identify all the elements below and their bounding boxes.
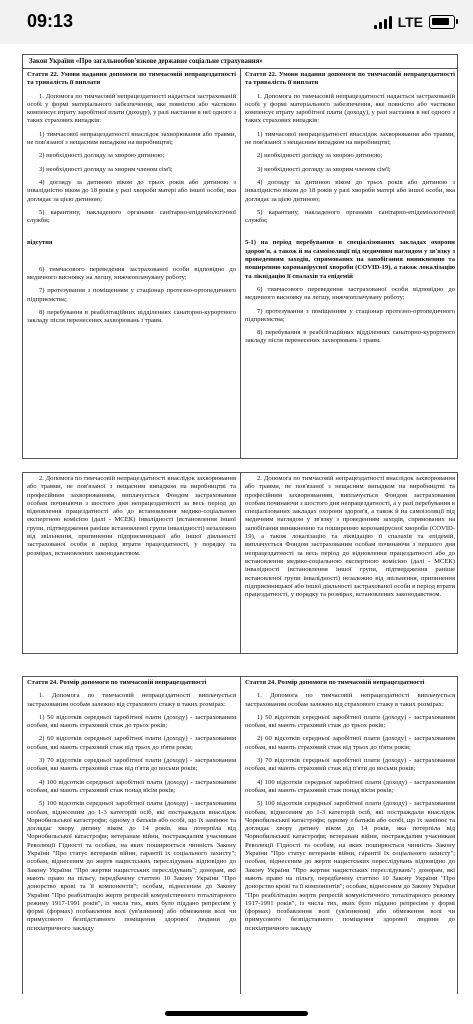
home-indicator[interactable]	[165, 1011, 308, 1016]
network-label: LTE	[397, 14, 423, 30]
paragraph: 5) 100 відсотків середньої заробітної плати (доходу) - застрахованим особам, віднесеним до 1-3 категорій осіб, які постраждали внаслідок Чорнобильської катастрофи; одному з батьків або особі, що їх замінює та доглядає хвору дитину віком до 14 років, яка потерпіла від Чорнобильської катастрофи; ветеранам війни, постраждалим учасникам Революції Гідності та особам, на яких поширюється чинність Закону України "Про статус ветеранів війни, гарантії їх соціального захисту"; особам, віднесеним до жертв нацистських переслідувань відповідно до Закону України "Про жертви нацистських переслідувань"; донорам, які мають право на пільгу, передбачену статтею 10 Закону України "Про донорство крові та її компонентів"; особам, віднесеним до Закону України "Про реабілітацію жертв репресій комуністичного тоталітарного режиму 1917-1991 років", із числа тих, яких було піддано репресіям у формі (формах) позбавлення волі (ув'язнення) або обмеження волі чи примусового безпідставного поміщення здорової людини до психіатричного закладу	[27, 800, 236, 932]
paragraph: 3) необхідності догляду за хворим членом сім'ї;	[39, 165, 173, 173]
paragraph: 7) протезування з поміщенням у стаціонар протезно-ортопедичного підприємства;	[27, 287, 236, 303]
right-column-new	[241, 473, 458, 653]
paragraph: 1. Допомога по тимчасовій непрацездатності надається застрахованій особі у формі матеріального забезпечення, яке повністю або частково компенсує втрату заробітної плати (доходу), у разі настання в неї одного з таких страхових випадків:	[245, 92, 455, 125]
paragraph: 6) тимчасового переведення застрахованої особи відповідно до медичного висновку на легшу, нижчеоплачувану роботу;	[245, 285, 455, 302]
paragraph: 1) тимчасової непрацездатності внаслідок захворювання або травми, не пов'язаної з нещасним випадком на виробництві;	[27, 130, 236, 147]
right-column-new	[241, 69, 458, 458]
paragraph: 3) 70 відсотків середньої заробітної плати (доходу) - застрахованим особам, які мають страховий стаж від п'яти до восьми років;	[245, 757, 455, 773]
paragraph: Стаття 22. Умови надання допомоги по тимчасовій непрацездатності та тривалість її виплати	[245, 71, 455, 87]
paragraph: 7) протезування з поміщенням у стаціонар протезно-ортопедичного підприємства;	[245, 307, 455, 323]
paragraph: Стаття 24. Розмір допомоги по тимчасовій непрацездатності	[27, 679, 207, 686]
status-time: 09:13	[27, 11, 74, 31]
paragraph: 2) необхідності догляду за хворою дитиною;	[39, 152, 165, 160]
paragraph: 4) догляду за дитиною віком до трьох років або дитиною з інвалідністю віком до 18 років у разі хвороби матері або іншої особи, яка доглядає за цією дитиною;	[27, 178, 236, 203]
paragraph: 2. Допомога по тимчасовій непрацездатності внаслідок захворювання або травми, не пов'язаної з нещасним випадком на виробництві та професійним захворюванням, виплачується Фондом застрахованим особам починаючи з шостого дня непрацездатності за весь період до відновлення працездатності або до встановлення медико-соціальною експертною комісією (далі - МСЕК) інвалідності (встановлення іншої групи, підтвердження раніше встановленої групи інвалідності) незалежно від звільнення, припинення підприємницької або іншої діяльності застрахованої особи в період втрати працездатності, у порядку та розмірах, встановлених законодавством.	[27, 475, 236, 557]
battery-icon	[429, 15, 455, 29]
paragraph: 5-1) на період перебування в спеціалізованих закладах охорони здоров'я, а також й на самоізоляції під медичним наглядом у зв'язку з проведенням заходів, спрямованих на запобігання виникненню та поширенню коронавірусної хвороби (COVID-19), а також локалізацію та ліквідацію її спалахів та епідемій	[245, 239, 455, 280]
comparison-table-section-3	[22, 676, 458, 994]
paragraph: відсутня	[27, 239, 53, 247]
paragraph: 2) 60 відсотків середньої заробітної плати (доходу) - застрахованим особам, які мають страховий стаж від трьох до п'яти років;	[245, 735, 455, 751]
paragraph: 2) необхідності догляду за хворою дитиною;	[257, 152, 383, 160]
paragraph: 8) перебування в реабілітаційних відділеннях санаторно-курортного закладу після перенесених захворювань і травм.	[27, 308, 236, 325]
paragraph: 5) карантину, накладеного органами санітарно-епідеміологічної служби;	[27, 208, 236, 225]
paragraph: 1. Допомога по тимчасовій непрацездатності виплачується застрахованим особам залежно від страхового стажу в таких розмірах:	[27, 692, 236, 708]
status-bar	[0, 0, 473, 44]
table-title: Закон України «Про загальнообов'язкове державне соціальне страхування»	[23, 55, 457, 69]
paragraph: 6) тимчасового переведення застрахованої особи відповідно до медичного висновку на легшу, нижчеоплачувану роботу;	[27, 265, 236, 282]
paragraph: Стаття 24. Розмір допомоги по тимчасовій непрацездатності	[245, 679, 425, 686]
paragraph: 8) перебування в реабілітаційних відділеннях санаторно-курортного закладу після перенесених захворювань і травм.	[245, 329, 455, 345]
paragraph: 2) 60 відсотків середньої заробітної плати (доходу) - застрахованим особам, які мають страховий стаж від трьох до п'яти років;	[27, 735, 236, 751]
left-column-old	[23, 69, 241, 458]
left-column-old	[23, 473, 241, 653]
paragraph: 4) 100 відсотків середньої заробітної плати (доходу) - застрахованим особам, які мають страховий стаж понад вісім років;	[27, 778, 236, 794]
document-view[interactable]	[0, 44, 473, 994]
paragraph: 3) 70 відсотків середньої заробітної плати (доходу) - застрахованим особам, які мають страховий стаж від п'яти до восьми років;	[27, 757, 236, 773]
paragraph: 3) необхідності догляду за хворим членом сім'ї;	[257, 165, 391, 173]
comparison-table-section-2	[22, 472, 458, 654]
paragraph: 5) 100 відсотків середньої заробітної плати (доходу) - застрахованим особам, віднесеним до 1-3 категорій осіб, які постраждали внаслідок Чорнобильської катастрофи; одному з батьків або особі, що їх замінює та доглядає хвору дитину віком до 14 років, яка потерпіла від Чорнобильської катастрофи; ветеранам війни, постраждалим учасникам Революції Гідності та особам, на яких поширюється чинність Закону України "Про статус ветеранів війни, гарантії їх соціального захисту"; особам, віднесеним до жертв нацистських переслідувань відповідно до Закону України "Про жертви нацистських переслідувань"; донорам, які мають право на пільгу, передбачену статтею 10 Закону України "Про донорство крові та її компонентів"; особам, віднесеним до Закону України "Про реабілітацію жертв репресій комуністичного тоталітарного режиму 1917-1991 років", із числа тих, яких було піддано репресіям у формі (формах) позбавлення волі (ув'язнення) або обмеження волі чи примусового безпідставного поміщення здорової людини до психіатричного закладу	[245, 800, 455, 932]
paragraph: 4) догляду за дитиною віком до трьох років або дитиною з інвалідністю віком до 18 років у разі хвороби матері або іншої особи, яка доглядає за цією дитиною;	[245, 178, 455, 203]
left-column-old	[23, 677, 241, 994]
paragraph: 1. Допомога по тимчасовій непрацездатності виплачується застрахованим особам залежно від страхового стажу в таких розмірах:	[245, 692, 455, 708]
paragraph: 1) 50 відсотків середньої заробітної плати (доходу) - застрахованим особам, які мають страховий стаж до трьох років;	[245, 713, 455, 730]
comparison-table-section-1	[22, 54, 458, 459]
right-column-new	[241, 677, 458, 994]
paragraph: 5) карантину, накладеного органами санітарно-епідеміологічної служби;	[245, 208, 455, 225]
paragraph: 2. Допомога по тимчасовій непрацездатності внаслідок захворювання або травми, не пов'язаної з нещасним випадком на виробництві та професійним захворюванням, виплачується Фондом застрахованим особам починаючи з шостого дня непрацездатності, а у разі перебування в спеціалізованих закладах охорони здоров'я, а також й на самоізоляції під медичним наглядом у зв'язку з проведенням заходів, спрямованих на запобігання виникненню та поширенню коронавірусної хвороби (COVID-19), а також локалізацію та ліквідацію її спалахів та епідемій, виплачується Фондом застрахованим особам починаючи з першого дня непрацездатності за весь період до відновлення працездатності або до встановлення медико-соціальною експертною комісією (далі - МСЕК) інвалідності (встановлення іншої групи, підтвердження раніше встановленої групи інвалідності) незалежно від звільнення, припинення підприємницької або іншої діяльності застрахованої особи в період втрати працездатності, у порядку та розмірах, встановлених законодавством.	[245, 475, 455, 599]
paragraph: 1) 50 відсотків середньої заробітної плати (доходу) - застрахованим особам, які мають страховий стаж до трьох років;	[27, 713, 236, 730]
signal-icon	[374, 15, 392, 29]
paragraph: Стаття 22. Умови надання допомоги по тимчасовій непрацездатності та тривалість її виплати	[27, 71, 236, 87]
paragraph: 4) 100 відсотків середньої заробітної плати (доходу) - застрахованим особам, які мають страховий стаж понад вісім років;	[245, 778, 455, 794]
status-icons	[374, 14, 455, 30]
paragraph: 1) тимчасової непрацездатності внаслідок захворювання або травми, не пов'язаної з нещасним випадком на виробництві;	[245, 130, 455, 147]
paragraph: 1. Допомога по тимчасовій непрацездатності надається застрахованій особі у формі матеріального забезпечення, яке повністю або частково компенсує втрату заробітної плати (доходу), у разі настання в неї одного з таких страхових випадків:	[27, 92, 236, 125]
